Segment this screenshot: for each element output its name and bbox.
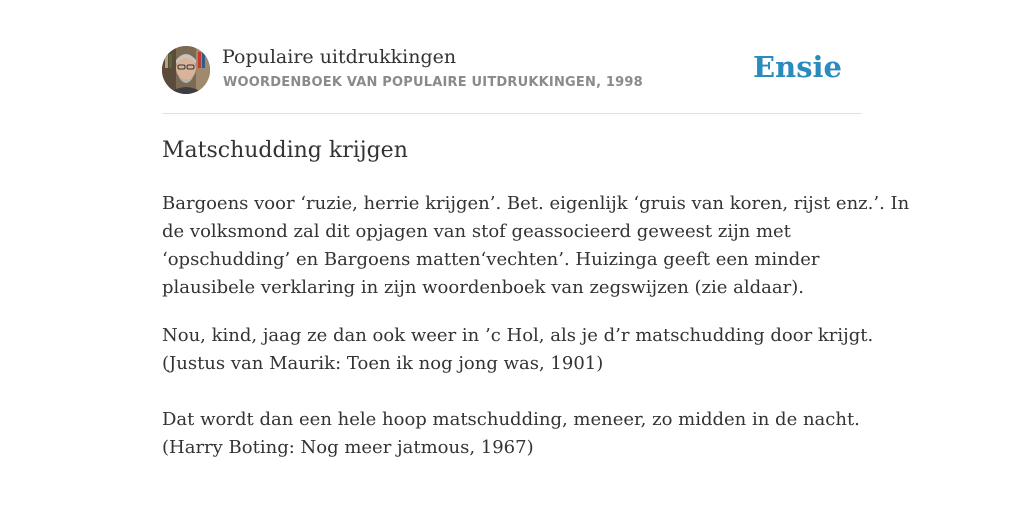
quote-text: Nou, kind, jaag ze dan ook weer in ’c Hol, als je d’r matschudding door krijgt. [162, 325, 874, 346]
quote-citation: (Justus van Maurik: Toen ik nog jong was, 1901) [162, 353, 604, 374]
author-photo-icon [162, 46, 210, 94]
definition-line: plausibele verklaring in zijn woordenboek van zegswijzen (zie aldaar). [162, 277, 804, 298]
source-title[interactable]: Populaire uitdrukkingen [222, 46, 457, 68]
definition-line: ‘opschudding’ en Bargoens matten‘vechten’. Huizinga geeft een minder [162, 249, 820, 270]
quote-text: Dat wordt dan een hele hoop matschudding, meneer, zo midden in de nacht. [162, 409, 860, 430]
definition-paragraph [162, 190, 910, 302]
definition-line: de volksmond zal dit opjagen van stof geassocieerd geweest zijn met [162, 221, 791, 242]
author-avatar[interactable] [162, 46, 210, 94]
quote-citation: (Harry Boting: Nog meer jatmous, 1967) [162, 437, 534, 458]
quote-block [162, 406, 862, 462]
entry-content [162, 190, 910, 490]
quote-block [162, 322, 874, 378]
ensie-logo[interactable]: Ensie [753, 50, 842, 84]
source-subtitle: WOORDENBOEK VAN POPULAIRE UITDRUKKINGEN, 1998 [223, 75, 643, 90]
header [162, 46, 862, 96]
header-divider [162, 113, 862, 114]
definition-line: Bargoens voor ‘ruzie, herrie krijgen’. Bet. eigenlijk ‘gruis van koren, rijst enz.’. In [162, 193, 910, 214]
entry-title: Matschudding krijgen [162, 138, 408, 163]
